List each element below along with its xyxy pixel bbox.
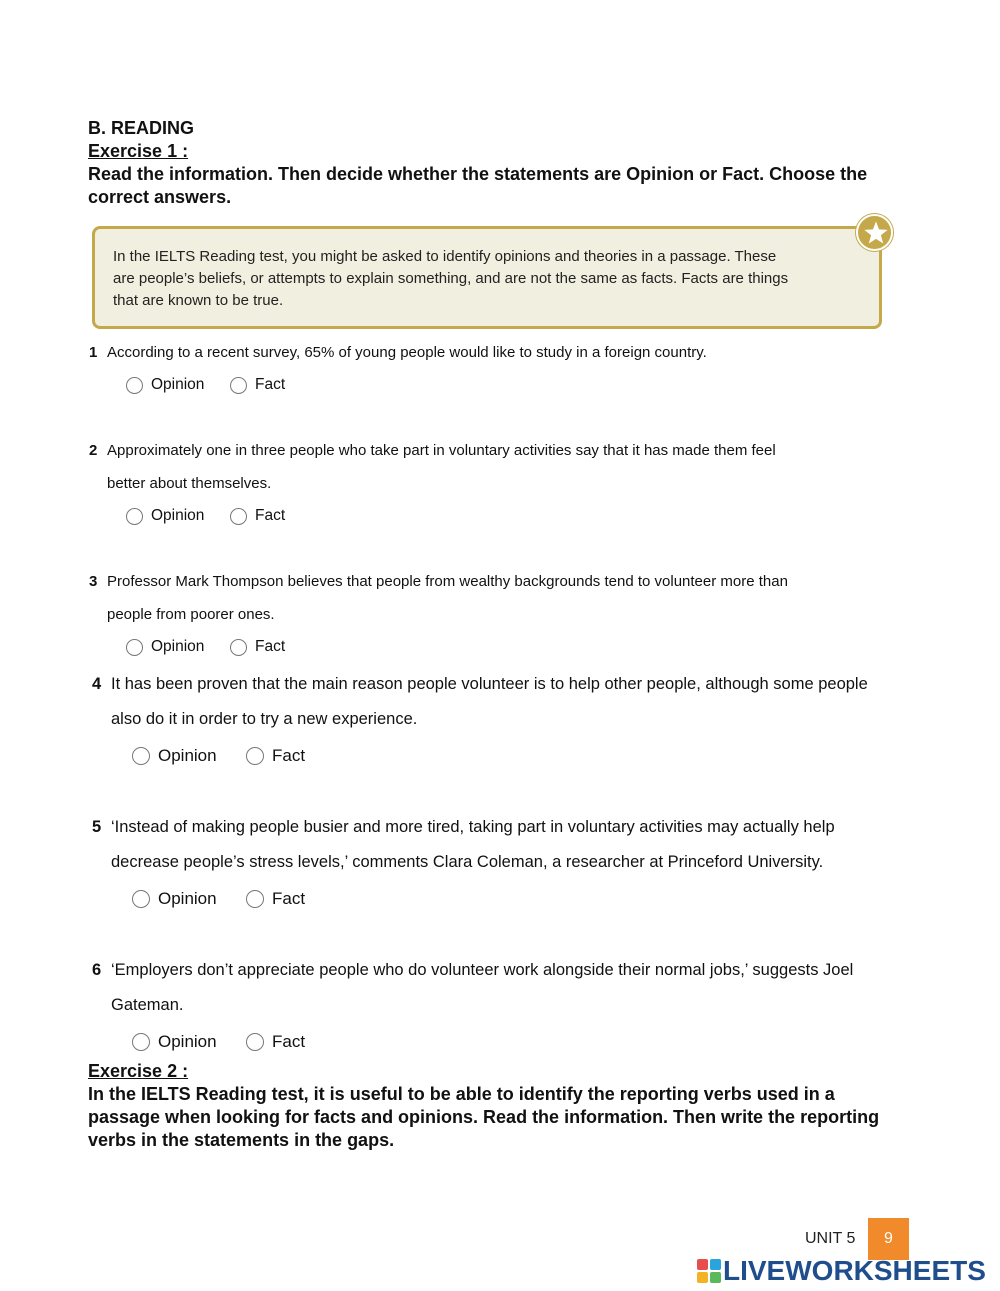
question-text: people from poorer ones.	[107, 606, 275, 623]
q3-fact-option[interactable]	[230, 638, 285, 656]
question-number: 6	[92, 961, 102, 979]
option-label: Fact	[255, 376, 286, 393]
liveworksheets-logo[interactable]	[697, 1255, 986, 1287]
q1-fact-option[interactable]	[230, 376, 285, 394]
option-label: Opinion	[158, 1032, 217, 1051]
radio-button[interactable]	[230, 639, 247, 656]
q2-opinion-option[interactable]	[126, 507, 204, 525]
info-line: are people’s beliefs, or attempts to explain something, and are not the same as facts. Facts are things	[113, 270, 789, 287]
question-number: 3	[89, 573, 98, 590]
question-text: ‘Instead of making people busier and more tired, taking part in voluntary activities may actually help	[111, 818, 835, 836]
info-line: In the IELTS Reading test, you might be asked to identify opinions and theories in a passage. These	[113, 248, 777, 265]
question-text: According to a recent survey, 65% of young people would like to study in a foreign country.	[107, 344, 707, 361]
option-label: Opinion	[151, 376, 205, 393]
option-label: Opinion	[151, 507, 205, 524]
radio-button[interactable]	[230, 377, 247, 394]
question-text: It has been proven that the main reason people volunteer is to help other people, although some people	[111, 675, 868, 693]
exercise2-instruction: In the IELTS Reading test, it is useful to be able to identify the reporting verbs used in a passage when looking for facts and opinions. Read the information. Then write the reporting verbs in the statements in the gaps.	[88, 1084, 880, 1150]
radio-button[interactable]	[246, 1033, 264, 1051]
question-text: Gateman.	[111, 996, 184, 1014]
q5-opinion-option[interactable]	[132, 889, 217, 909]
question-number: 4	[92, 675, 102, 693]
question-text: Professor Mark Thompson believes that people from wealthy backgrounds tend to volunteer more than	[107, 573, 788, 590]
q6-opinion-option[interactable]	[132, 1032, 217, 1052]
q4-fact-option[interactable]	[246, 746, 305, 766]
radio-button[interactable]	[132, 890, 150, 908]
radio-button[interactable]	[132, 1033, 150, 1051]
option-label: Fact	[272, 746, 306, 765]
option-label: Opinion	[158, 889, 217, 908]
q4-opinion-option[interactable]	[132, 746, 217, 766]
question-text: ‘Employers don’t appreciate people who do volunteer work alongside their normal jobs,’ suggests Joel	[111, 961, 854, 979]
option-label: Fact	[272, 889, 306, 908]
question-text: better about themselves.	[107, 475, 272, 492]
info-line: that are known to be true.	[113, 292, 284, 309]
radio-button[interactable]	[126, 508, 143, 525]
radio-button[interactable]	[230, 508, 247, 525]
unit-label: UNIT 5	[805, 1230, 856, 1247]
brand-name: LIVEWORKSHEETS	[723, 1255, 986, 1286]
logo-blocks-icon	[697, 1259, 721, 1283]
radio-button[interactable]	[126, 377, 143, 394]
q5-fact-option[interactable]	[246, 889, 305, 909]
radio-button[interactable]	[132, 747, 150, 765]
question-number: 2	[89, 442, 98, 459]
option-label: Fact	[272, 1032, 306, 1051]
option-label: Opinion	[151, 638, 205, 655]
question-text: also do it in order to try a new experience.	[111, 710, 418, 728]
section-title: B. READING	[88, 118, 195, 138]
radio-button[interactable]	[126, 639, 143, 656]
page-number-badge: 9	[868, 1218, 909, 1260]
question-text: decrease people’s stress levels,’ comments Clara Coleman, a researcher at Princeford University.	[111, 853, 824, 871]
exercise2-title: Exercise 2 :	[88, 1061, 189, 1081]
radio-button[interactable]	[246, 747, 264, 765]
option-label: Fact	[255, 638, 286, 655]
q1-opinion-option[interactable]	[126, 376, 204, 394]
option-label: Opinion	[158, 746, 217, 765]
question-number: 1	[89, 344, 98, 361]
question-number: 5	[92, 818, 102, 836]
exercise1-instruction: Read the information. Then decide whether the statements are Opinion or Fact. Choose the correct answers.	[88, 164, 868, 207]
option-label: Fact	[255, 507, 286, 524]
radio-button[interactable]	[246, 890, 264, 908]
star-icon	[856, 214, 893, 251]
exercise1-title: Exercise 1 :	[88, 141, 189, 161]
q3-opinion-option[interactable]	[126, 638, 204, 656]
q6-fact-option[interactable]	[246, 1032, 305, 1052]
info-box	[92, 226, 882, 329]
q2-fact-option[interactable]	[230, 507, 285, 525]
question-text: Approximately one in three people who take part in voluntary activities say that it has made them feel	[107, 442, 776, 459]
